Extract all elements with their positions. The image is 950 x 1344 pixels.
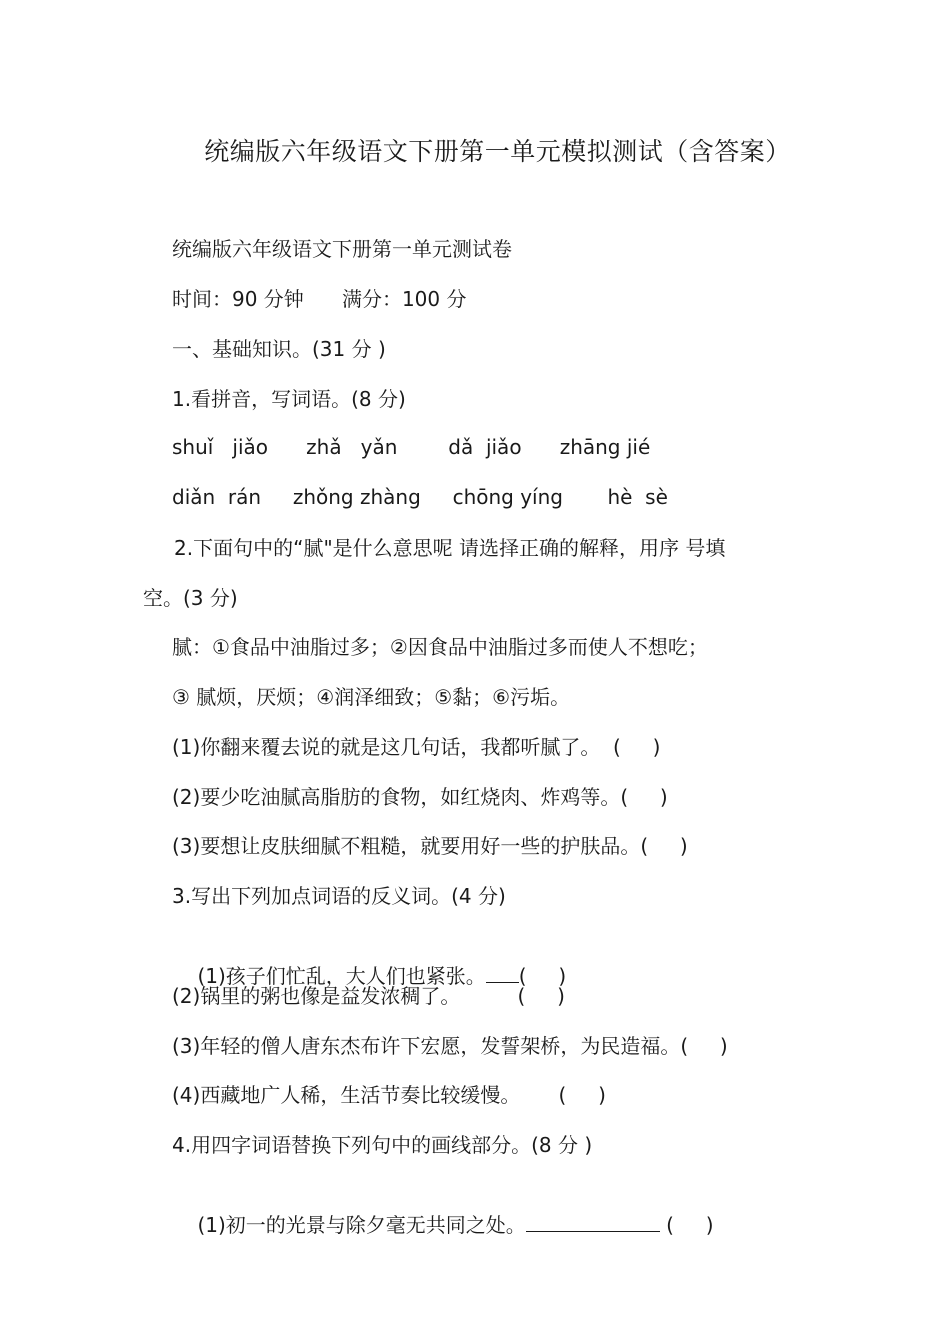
definition-line-1: 腻：①食品中油脂过多；②因食品中油脂过多而使人不想吃； (172, 635, 708, 659)
question-3-item-3: (3)年轻的僧人唐东杰布许下宏愿，发誓架桥，为民造福。( ) (172, 1034, 728, 1058)
answer-paren: ( ) (518, 964, 567, 988)
question-3-prompt: 3.写出下列加点词语的反义词。(4 分) (172, 884, 506, 908)
question-1-prompt: 1.看拼音，写词语。(8 分) (172, 387, 406, 411)
document-title: 统编版六年级语文下册第一单元模拟测试（含答案） (204, 137, 791, 166)
answer-blank[interactable] (526, 1211, 660, 1232)
question-2-item-2: (2)要少吃油腻高脂肪的食物，如红烧肉、炸鸡等。( ) (172, 785, 668, 809)
definition-line-2: ③ 腻烦，厌烦；④润泽细致；⑤黏；⑥污垢。 (172, 685, 571, 709)
question-4-item-1 (172, 1180, 714, 1270)
time-score-info: 时间：90 分钟 满分：100 分 (172, 287, 467, 311)
pinyin-row-2: diǎn rán zhǒng zhàng chōng yíng hè sè (172, 485, 668, 509)
section-heading-basic: 一、基础知识。(31 分 ) (172, 337, 386, 361)
answer-blank[interactable] (486, 962, 519, 983)
question-4-prompt: 4.用四字词语替换下列句中的画线部分。(8 分 ) (172, 1133, 593, 1157)
question-3-item-2: (2)锅里的粥也像是益发浓稠了。 ( ) (172, 984, 565, 1008)
question-2-item-3: (3)要想让皮肤细腻不粗糙，就要用好一些的护肤品。( ) (172, 834, 688, 858)
test-subtitle: 统编版六年级语文下册第一单元测试卷 (172, 237, 512, 261)
pinyin-row-1: shuǐ jiǎo zhǎ yǎn dǎ jiǎo zhāng jié (172, 435, 651, 459)
question-2-prompt-line2: 空。(3 分) (143, 586, 238, 610)
question-4-item-1-text: (1)初一的光景与除夕毫无共同之处。 (197, 1213, 526, 1237)
answer-paren: ( ) (659, 1213, 714, 1237)
question-2-prompt-line1: 2.下面句中的“腻"是什么意思呢 请选择正确的解释，用序 号填 (174, 536, 726, 560)
question-3-item-4: (4)西藏地广人稀，生活节奏比较缓慢。 ( ) (172, 1083, 606, 1107)
question-3-item-1-text: (1)孩子们忙乱，大人们也紧张。 (197, 964, 486, 988)
question-2-item-1: (1)你翻来覆去说的就是这几句话，我都听腻了。 ( ) (172, 735, 661, 759)
